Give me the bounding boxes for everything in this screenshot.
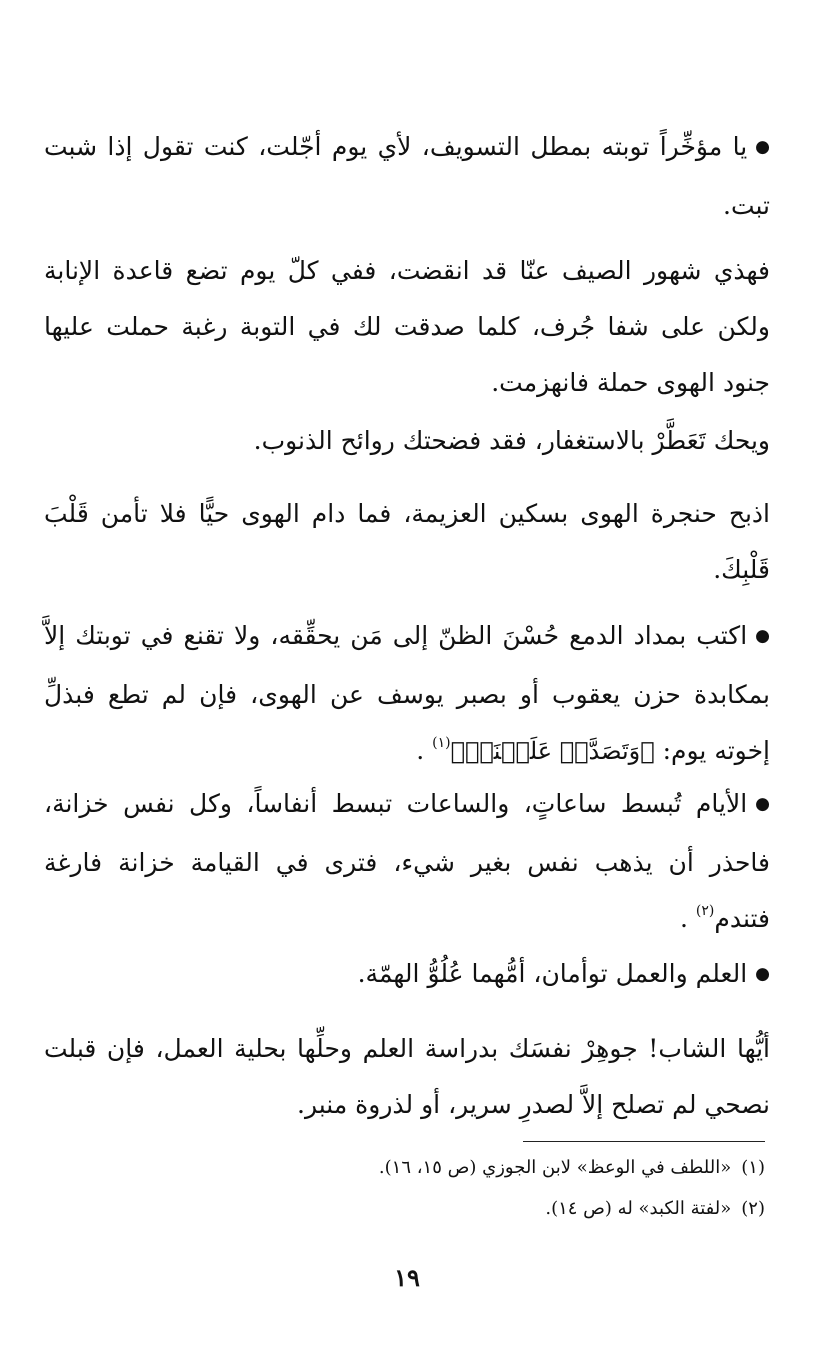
paragraph-text: فهذي شهور الصيف عنّا قد انقضت، ففي كلّ يوم تضع قاعدة الإنابة ولكن على شفا جُرف، كلما صدقت لك في التوبة رغبة حملت عليها جنود الهوى حملة فانهزمت. — [44, 256, 770, 397]
bullet-icon: ● — [755, 964, 770, 984]
paragraph-text: اذبح حنجرة الهوى بسكين العزيمة، فما دام الهوى حيًّا فلا تأمن قَلْبَ قَلْبِكَ. — [44, 499, 770, 584]
quran-quote: ﴿وَتَصَدَّقۡ عَلَيۡنَآۖ﴾ — [450, 737, 655, 765]
paragraph-resolve — [44, 486, 770, 598]
paragraph-summer-months — [44, 243, 770, 411]
paragraph-text: يا مؤخِّراً توبته بمطل التسويف، لأي يوم أجّلت، كنت تقول إذا شبت تبت. — [44, 132, 770, 220]
footnote-ref-1: (١) — [432, 735, 451, 751]
footnote-number: (١) — [741, 1157, 765, 1178]
paragraph-istighfar — [44, 413, 770, 469]
footnote-1 — [45, 1153, 765, 1183]
footnote-separator — [523, 1141, 765, 1142]
footnote-ref-2: (٢) — [695, 903, 715, 919]
paragraph-young-man — [44, 1021, 770, 1133]
paragraph-end: . — [416, 736, 425, 765]
paragraph-text: ويحك تَعَطَّرْ بالاستغفار، فقد فضحتك روائح الذنوب. — [253, 426, 770, 455]
paragraph-knowledge-action — [44, 946, 770, 1005]
bullet-icon: ● — [755, 794, 770, 814]
paragraph-text: اكتب بمداد الدمع حُسْنَ الظنّ إلى مَن يحقِّقه، ولا تقنع في توبتك إلاَّ بمكابدة حزن يعقوب أو بصبر يوسف عن الهوى، فإن لم تطع فبذلِّ إخوته يوم: — [44, 621, 770, 765]
paragraph-procrastination — [44, 119, 770, 234]
paragraph-end: . — [679, 904, 688, 933]
footnote-text: «لفتة الكبد» له (ص ١٤). — [545, 1198, 732, 1219]
paragraph-tears-ink — [44, 608, 770, 783]
paragraph-text: الأيام تُبسط ساعاتٍ، والساعات تبسط أنفاساً، وكل نفس خزانة، فاحذر أن يذهب نفس بغير شيء، فترى في القيامة خزانة فارغة فتندم — [44, 789, 770, 933]
paragraph-text: أيُّها الشاب! جوهِرْ نفسَك بدراسة العلم وحلِّها بحلية العمل، فإن قبلت نصحي لم تصلح إلاَّ لصدرِ سرير، أو لذروة منبر. — [44, 1034, 770, 1119]
page-number: ١٩ — [394, 1263, 420, 1292]
paragraph-days-hours — [44, 776, 770, 951]
footnote-2 — [45, 1194, 765, 1224]
bullet-icon: ● — [755, 626, 770, 646]
footnote-text: «اللطف في الوعظ» لابن الجوزي (ص ١٥، ١٦). — [378, 1157, 732, 1178]
bullet-icon: ● — [755, 137, 770, 157]
footnote-number: (٢) — [741, 1198, 765, 1219]
paragraph-text: العلم والعمل توأمان، أمُّهما عُلُوُّ الهمّة. — [357, 959, 748, 988]
